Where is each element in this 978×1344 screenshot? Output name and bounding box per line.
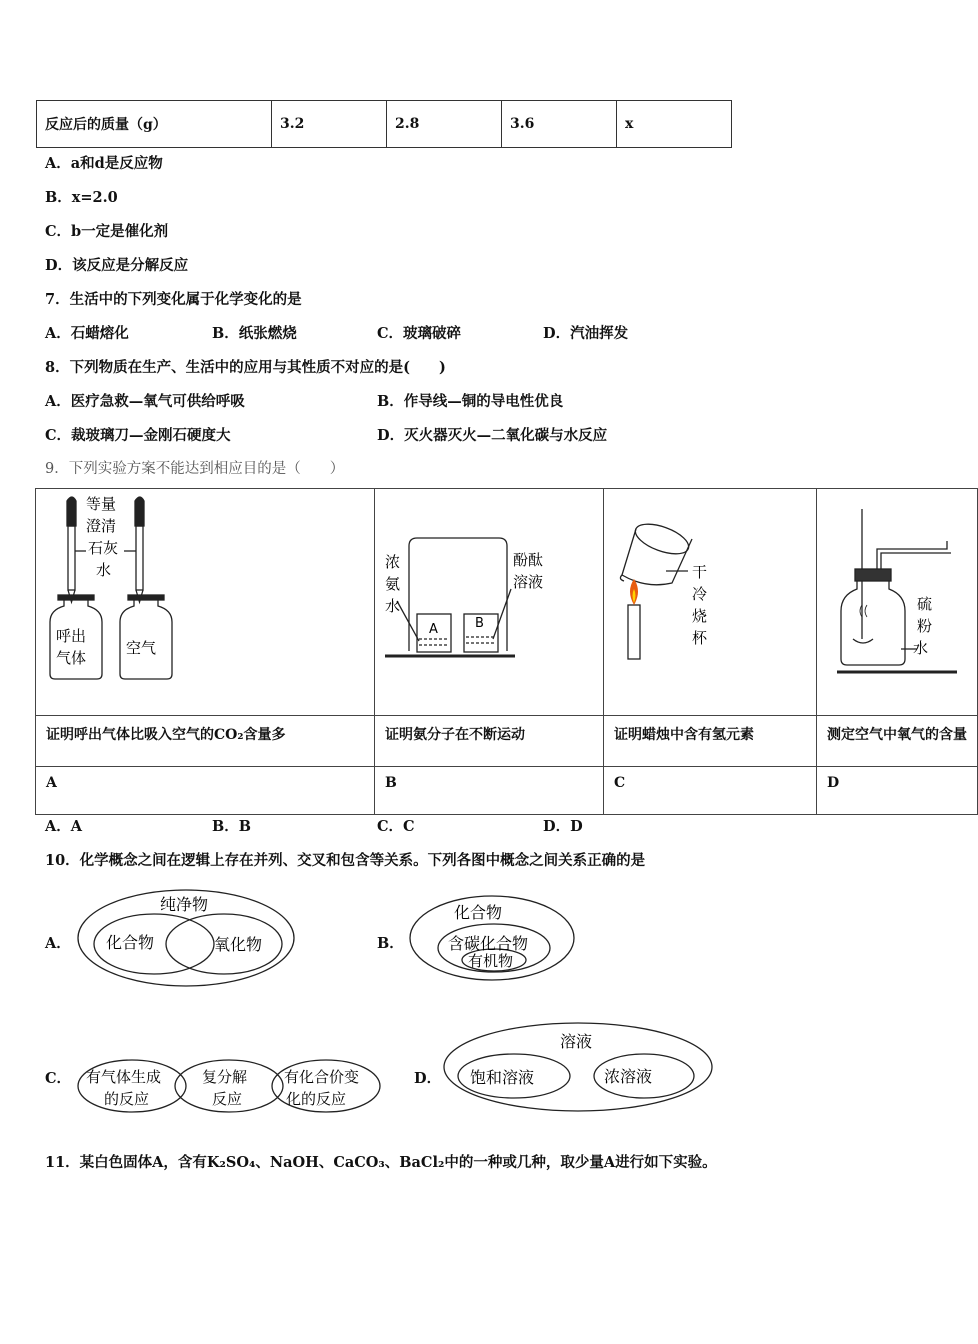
venn-label: 复分解 [202,1068,248,1086]
fig-c-label: 烧 [692,607,708,625]
fig-b-caption: 证明氨分子在不断运动 [375,716,604,767]
venn-label: 化合物 [106,933,155,952]
q9-option-d: D．D [543,818,583,835]
fig-c-letter: C [604,767,817,815]
fig-b-label: 浓 [385,553,401,571]
fig-a-bottle-label: 气体 [56,649,87,667]
mass-table [36,100,732,148]
q9-option-b: B．B [212,818,252,835]
fig-c-caption: 证明蜡烛中含有氢元素 [604,716,817,767]
q8-option-a: A．医疗急救—氧气可供给呼吸 [45,393,245,410]
table-row [36,489,978,716]
venn-label: 反应 [212,1090,243,1108]
venn-label: 的反应 [104,1090,150,1108]
fig-c-label: 干 [692,563,708,581]
fig-d-diagram [817,489,957,711]
q10-option-a-letter: A． [45,935,71,952]
fig-a-bottle-label: 空气 [126,639,157,657]
q8-option-c: C．裁玻璃刀—金刚石硬度大 [45,427,231,444]
table-row-label: 反应后的质量（g） [37,101,272,148]
beaker-b-label: B [475,616,484,631]
fig-d-caption: 测定空气中氧气的含量 [817,716,978,767]
table-cell: x [617,101,732,148]
fig-b-label: 氨 [385,575,401,593]
q9-experiment-table [35,488,978,815]
q10-option-b-letter: B． [377,935,404,952]
table-cell: 3.6 [502,101,617,148]
q7-option-b: B．纸张燃烧 [212,325,297,342]
fig-b-label: 酚酞 [513,551,544,569]
q8-stem: 8．下列物质在生产、生活中的应用与其性质不对应的是( ) [45,359,446,376]
fig-b-cell [375,489,604,716]
q10-diagram-a [76,886,301,996]
q9-option-c: C．C [377,818,415,835]
fig-d-label: 硫 [917,595,933,613]
fig-d-label: 粉 [917,617,933,635]
fig-a-label: 水 [96,561,112,579]
fig-c-label: 冷 [692,585,708,603]
q10-option-d-letter: D． [414,1070,442,1087]
q8-option-d: D．灭火器灭火—二氧化碳与水反应 [377,427,608,444]
fig-c-label: 杯 [692,629,708,647]
q10-stem: 10．化学概念之间在逻辑上存在并列、交叉和包含等关系。下列各图中概念之间关系正确的是 [45,852,646,869]
fig-a-label: 等量 [86,495,117,513]
venn-label: 有机物 [468,952,514,970]
table-row [36,767,978,815]
fig-c-diagram [604,489,816,711]
fig-a-diagram [36,489,374,711]
venn-label: 有气体生成 [86,1068,162,1086]
fig-b-letter: B [375,767,604,815]
fig-a-label: 石灰 [88,539,119,557]
table-cell: 3.2 [272,101,387,148]
q8-option-b: B．作导线—铜的导电性优良 [377,393,564,410]
fig-c-cell [604,489,817,716]
beaker-a-label: A [429,622,438,637]
table-row [37,101,732,148]
fig-d-cell [817,489,978,716]
venn-label: 浓溶液 [604,1067,653,1086]
q10-option-c-letter: C． [45,1070,72,1087]
fig-a-caption: 证明呼出气体比吸入空气的CO₂含量多 [36,716,375,767]
fig-a-cell [36,489,375,716]
q9-stem: 9．下列实验方案不能达到相应目的是（ ） [45,461,345,477]
fig-a-label: 澄清 [86,517,117,535]
table-row [36,716,978,767]
q7-option-d: D．汽油挥发 [543,325,629,342]
venn-label: 化的反应 [286,1090,347,1108]
fig-b-label: 水 [385,597,401,615]
venn-label: 氧化物 [214,935,263,954]
venn-label: 化合物 [454,903,503,922]
q10-diagram-d [442,1020,716,1114]
q7-option-a: A．石蜡熔化 [45,325,129,342]
q9-option-a: A．A [45,818,83,835]
venn-label: 纯净物 [160,895,209,914]
venn-label: 含碳化合物 [448,934,529,953]
q6-option-d: D．该反应是分解反应 [45,257,189,274]
q7-option-c: C．玻璃破碎 [377,325,462,342]
q7-stem: 7．生活中的下列变化属于化学变化的是 [45,291,302,308]
fig-a-letter: A [36,767,375,815]
fig-b-label: 溶液 [513,573,544,591]
q6-option-b: B．x=2.0 [45,189,118,206]
fig-d-label: 水 [913,639,929,657]
venn-label: 饱和溶液 [470,1068,535,1087]
table-cell: 2.8 [387,101,502,148]
fig-b-diagram [375,489,603,711]
q6-option-a: A．a和d是反应物 [45,155,163,172]
fig-d-letter: D [817,767,978,815]
venn-label: 有化合价变 [284,1068,360,1086]
q11-stem: 11．某白色固体A，含有K₂SO₄、NaOH、CaCO₃、BaCl₂中的一种或几种，取少量A进行如下实验。 [45,1154,717,1171]
venn-label: 溶液 [560,1032,593,1051]
q10-diagram-b [406,892,578,984]
q6-option-c: C．b一定是催化剂 [45,223,169,240]
fig-a-bottle-label: 呼出 [56,627,87,645]
q10-diagram-c [74,1054,386,1118]
